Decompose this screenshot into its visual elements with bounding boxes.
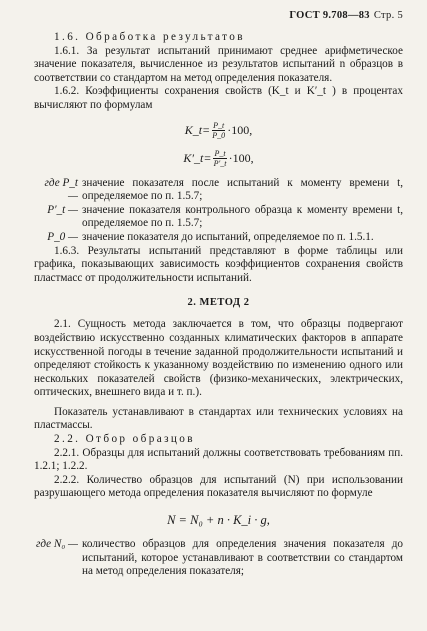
para-2-1-note: Показатель устанавливают в стандартах или технических условиях на пластмассы. — [34, 405, 403, 432]
para-2-2-2: 2.2.2. Количество образцов для испытаний (N) при использовании разрушающего метода определения показателя вычисляют по формуле — [34, 473, 403, 500]
definition-text: количество образцов для определения значения показателя до испытаний, которое устанавливают в соответствии со стандартом на метод определения показателя; — [82, 538, 403, 578]
page-header — [34, 10, 403, 21]
formula-kt-prime — [183, 145, 253, 173]
fraction-kt-denominator: P_0 — [212, 131, 226, 141]
formula-kt-lhs: K_t= — [184, 123, 211, 138]
definition-text: значение показателя до испытаний, определяемое по п. 1.5.1. — [82, 230, 374, 243]
formula-kt-prime-lhs: K′_t= — [183, 151, 212, 166]
definition-symbol: P_0 — — [47, 230, 78, 243]
section-1-6-title: 1.6. Обработка результатов — [54, 31, 245, 43]
para-2-1: 2.1. Сущность метода заключается в том, что образцы подвергают воздействию искусственно созданных климатических факторов в аппарате искусственной погоды в течение заданной продолжительности испытаний и определяют стойкость к указанному воздействию по изменению одного или нескольких показателей свойств (физико-механических, электрических, оптических, внешнего вида и т. п.). — [34, 318, 403, 399]
formulas-kt — [34, 117, 403, 173]
page-number: Стр. 5 — [373, 10, 403, 21]
formula-kt-rhs: ·100, — [227, 123, 253, 138]
fraction-kt-prime-denominator: P′_t — [213, 159, 227, 169]
formula-kt — [185, 117, 253, 145]
formula-kt-prime-rhs: ·100, — [228, 151, 254, 166]
definition-text: значение показателя после испытаний к моменту времени t, определяемое по п. 1.5.7; — [82, 176, 403, 203]
section-2-2-title: 2.2. Отбор образцов — [54, 433, 195, 446]
fraction-kt-prime-numerator: P_t — [214, 149, 226, 159]
method-2-heading: 2. МЕТОД 2 — [187, 297, 250, 309]
fraction-kt-numerator: P_t — [213, 121, 225, 131]
definition-symbol: где P_t — — [44, 176, 78, 203]
formula-n: N = N₀ + n · K_i · g, — [167, 513, 270, 528]
definition-n0 — [34, 538, 403, 579]
definition-pt — [34, 177, 403, 204]
definition-pt-prime — [34, 204, 403, 231]
para-1-6-3: 1.6.3. Результаты испытаний представляют в форме таблицы или графика, показывающих зависимость коэффициентов сохранения свойств пластмасс от продолжительности испытаний. — [34, 244, 403, 284]
fraction-kt — [212, 121, 225, 140]
para-2-2-1: 2.2.1. Образцы для испытаний должны соответствовать требованиям пп. 1.2.1; 1.2.2. — [34, 446, 403, 473]
definition-p0 — [34, 231, 403, 245]
standard-number: ГОСТ 9.708—83 — [289, 10, 370, 21]
definition-symbol: где N₀ — — [35, 538, 78, 551]
para-1-6-2: 1.6.2. Коэффициенты сохранения свойств (K_t и K′_t ) в процентах вычисляют по формулам — [34, 85, 403, 111]
fraction-kt-prime — [213, 149, 226, 168]
definition-symbol: P′_t — — [47, 203, 78, 216]
para-1-6-1: 1.6.1. За результат испытаний принимают среднее арифметическое значение показателя, вычисленное из результатов испытаний n образцов в соответствии со стандартом на метод определения показателя. — [34, 44, 403, 84]
definition-text: значение показателя контрольного образца к моменту времени t, определяемое по п. 1.5.7; — [82, 203, 403, 230]
definitions-list — [34, 177, 403, 245]
